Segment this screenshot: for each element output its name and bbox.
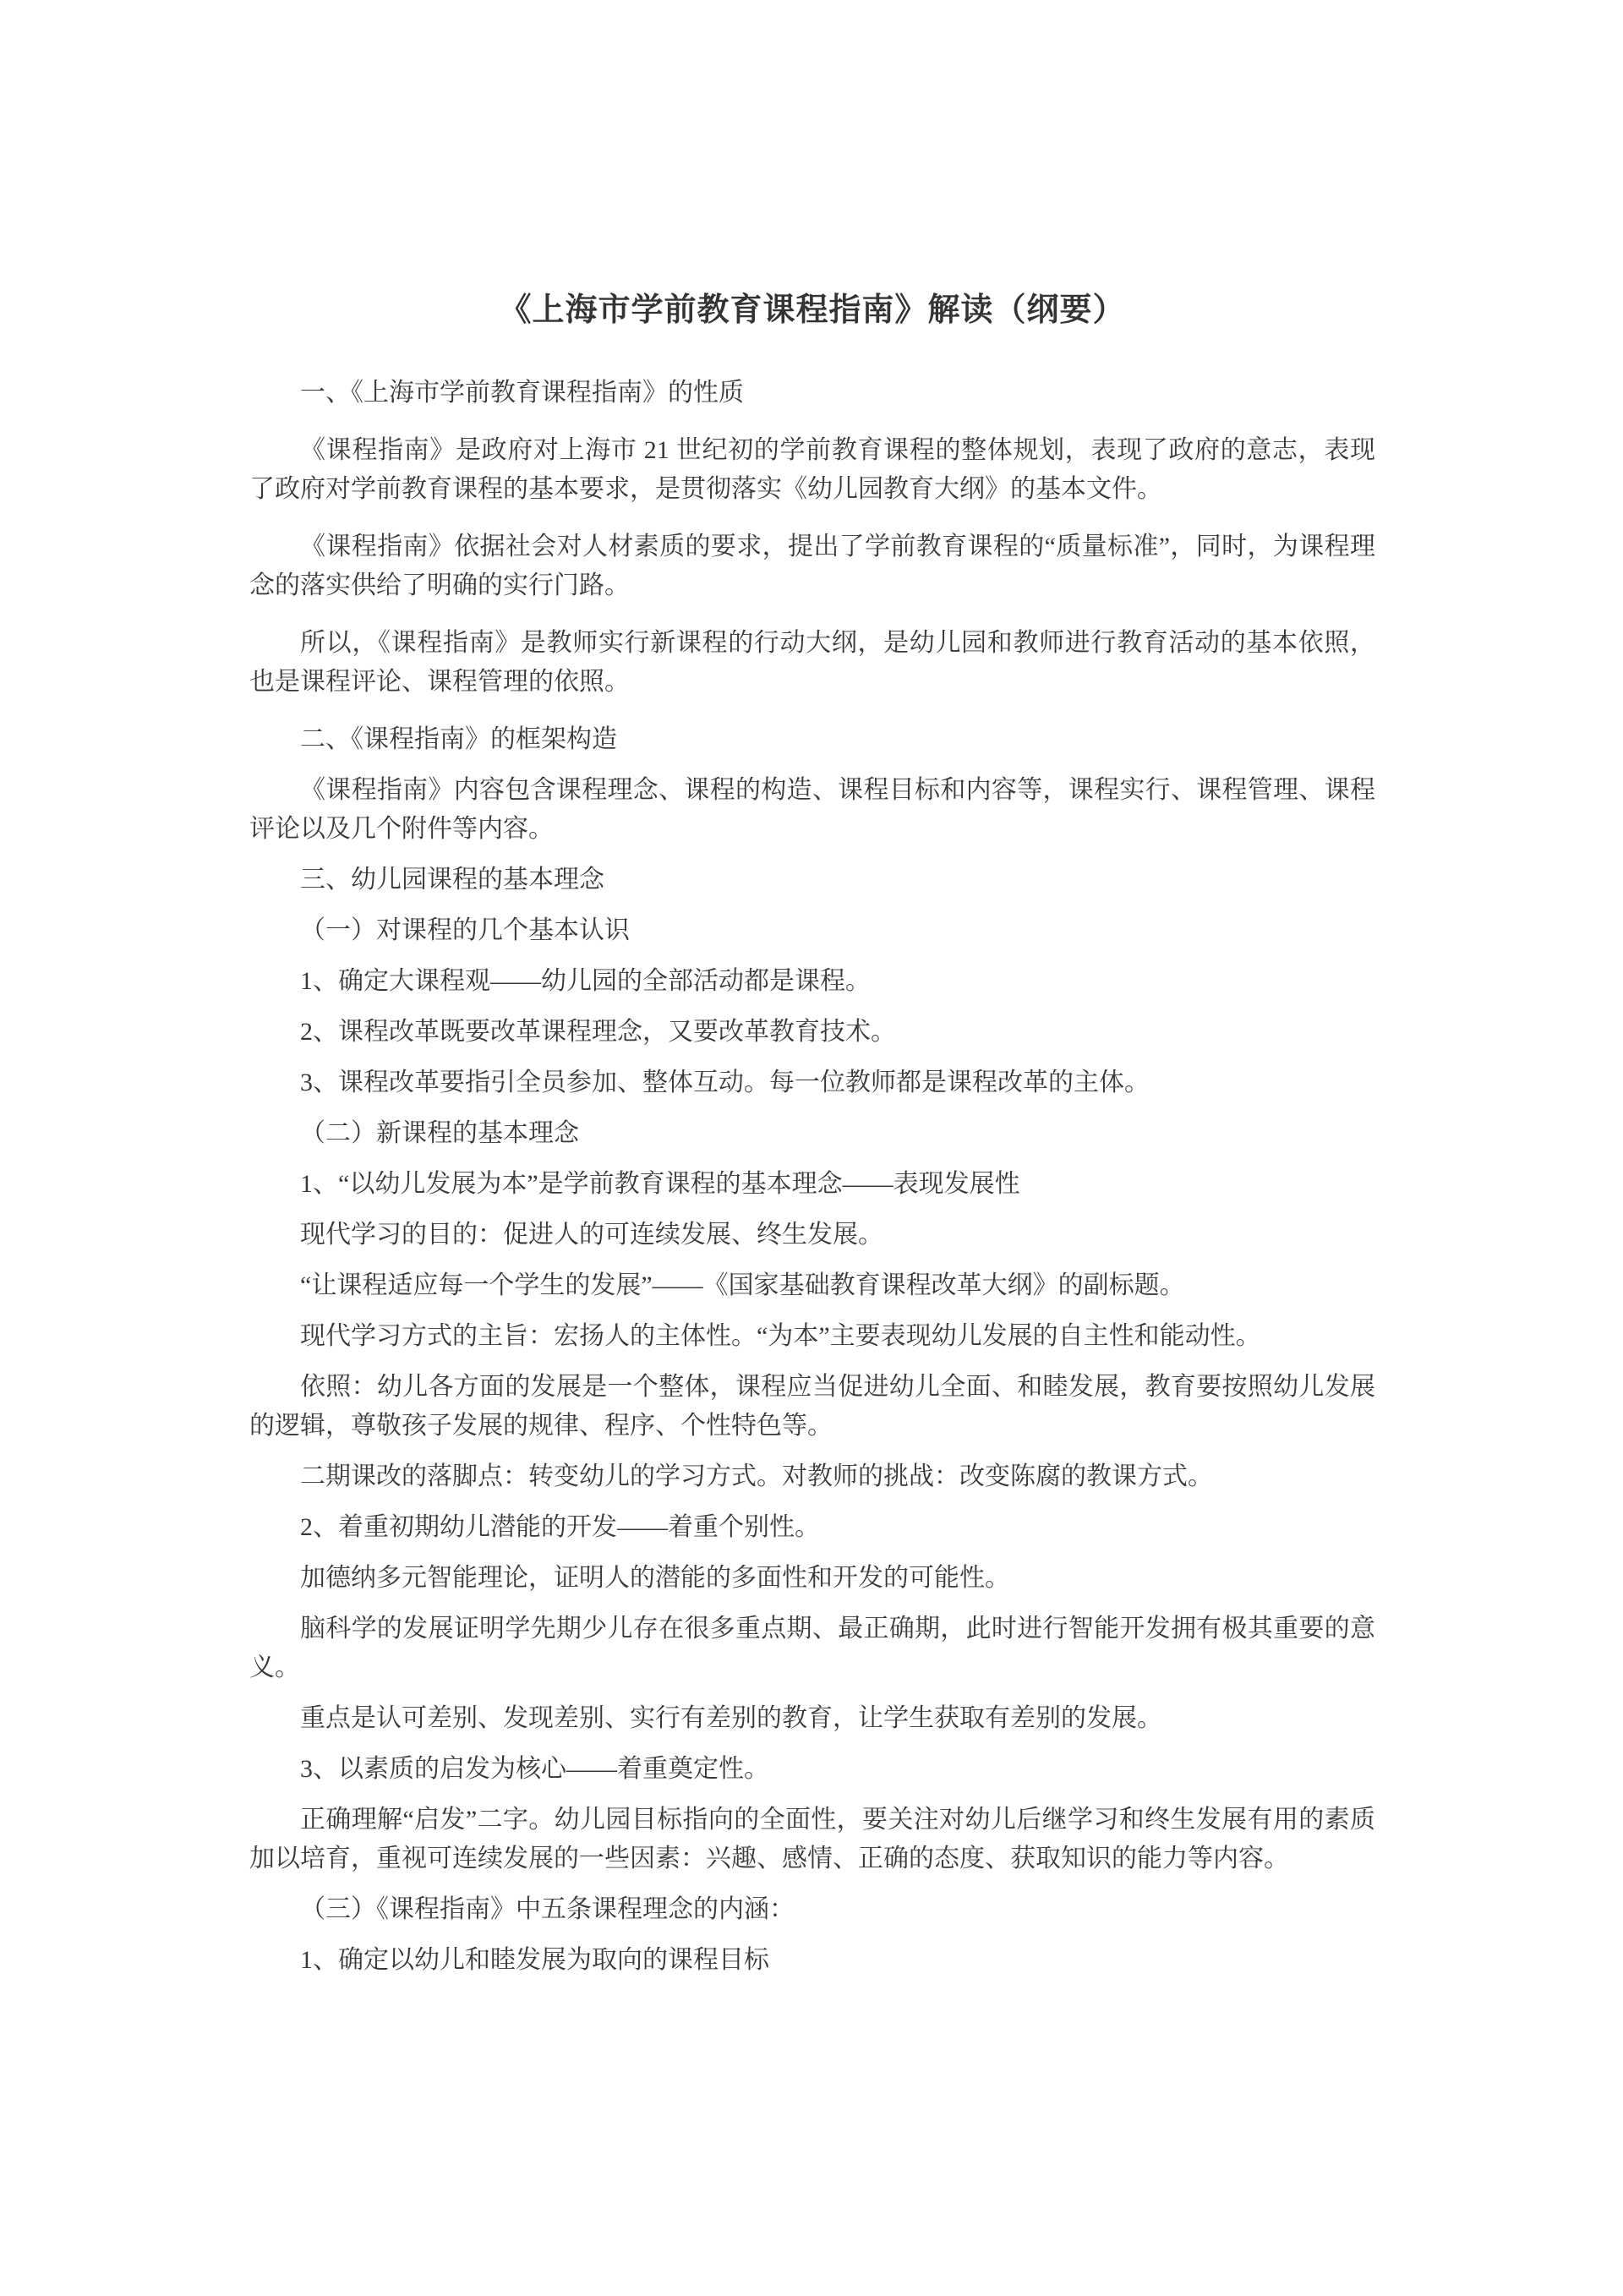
- list-item: 1、确定以幼儿和睦发展为取向的课程目标: [300, 1946, 769, 1974]
- section-heading-3: 三、幼儿园课程的基本理念: [300, 866, 604, 894]
- list-item: 1、确定大课程观——幼儿园的全部活动都是课程。: [300, 967, 871, 995]
- paragraph: 《课程指南》内容包含课程理念、课程的构造、课程目标和内容等，课程实行、课程管理、课程评论以及几个附件等内容。: [249, 776, 1375, 843]
- list-item: 3、以素质的启发为核心——着重奠定性。: [300, 1755, 769, 1783]
- paragraph: 《课程指南》是政府对上海市 21 世纪初的学前教育课程的整体规划，表现了政府的意志，表现了政府对学前教育课程的基本要求，是贯彻落实《幼儿园教育大纲》的基本文件。: [249, 436, 1375, 503]
- list-item: 2、着重初期幼儿潜能的开发——着重个别性。: [300, 1513, 820, 1541]
- paragraph: 所以，《课程指南》是教师实行新课程的行动大纲，是幼儿园和教师进行教育活动的基本依照，也是课程评论、课程管理的依照。: [249, 629, 1375, 696]
- section-heading-2: 二、《课程指南》的框架构造: [300, 725, 617, 753]
- document-title: 《上海市学前教育课程指南》解读（纲要）: [499, 292, 1126, 328]
- list-item: 2、课程改革既要改革课程理念，又要改革教育技术。: [300, 1018, 896, 1046]
- paragraph: 正确理解“启发”二字。幼儿园目标指向的全面性，要关注对幼儿后继学习和终生发展有用的素质加以培育，重视可连续发展的一些因素：兴趣、感情、正确的态度、获取知识的能力等内容。: [249, 1806, 1375, 1872]
- paragraph: 现代学习的目的：促进人的可连续发展、终生发展。: [300, 1221, 883, 1249]
- list-item: 3、课程改革要指引全员参加、整体互动。每一位教师都是课程改革的主体。: [300, 1069, 1150, 1096]
- section-heading-1: 一、《上海市学前教育课程指南》的性质: [300, 379, 744, 407]
- paragraph: 《课程指南》依据社会对人材素质的要求，提出了学前教育课程的“质量标准”，同时，为课程理念的落实供给了明确的实行门路。: [249, 533, 1375, 599]
- paragraph: 脑科学的发展证明学先期少儿存在很多重点期、最正确期，此时进行智能开发拥有极其重要的意义。: [249, 1615, 1375, 1681]
- subsection-heading-3: （三）《课程指南》中五条课程理念的内涵：: [300, 1895, 795, 1923]
- subsection-heading-2: （二）新课程的基本理念: [300, 1119, 579, 1147]
- subsection-heading-1: （一）对课程的几个基本认识: [300, 916, 630, 944]
- paragraph: 依照：幼儿各方面的发展是一个整体，课程应当促进幼儿全面、和睦发展，教育要按照幼儿发展的逻辑，尊敬孩子发展的规律、程序、个性特色等。: [249, 1373, 1375, 1440]
- paragraph: 加德纳多元智能理论，证明人的潜能的多面性和开发的可能性。: [300, 1564, 1010, 1592]
- paragraph: 现代学习方式的主旨：宏扬人的主体性。“为本”主要表现幼儿发展的自主性和能动性。: [300, 1322, 1261, 1350]
- paragraph: 重点是认可差别、发现差别、实行有差别的教育，让学生获取有差别的发展。: [300, 1704, 1162, 1732]
- paragraph: 二期课改的落脚点：转变幼儿的学习方式。对教师的挑战：改变陈腐的教课方式。: [300, 1462, 1213, 1490]
- list-item: 1、“以幼儿发展为本”是学前教育课程的基本理念——表现发展性: [300, 1170, 1020, 1198]
- paragraph: “让课程适应每一个学生的发展”——《国家基础教育课程改革大纲》的副标题。: [300, 1271, 1185, 1299]
